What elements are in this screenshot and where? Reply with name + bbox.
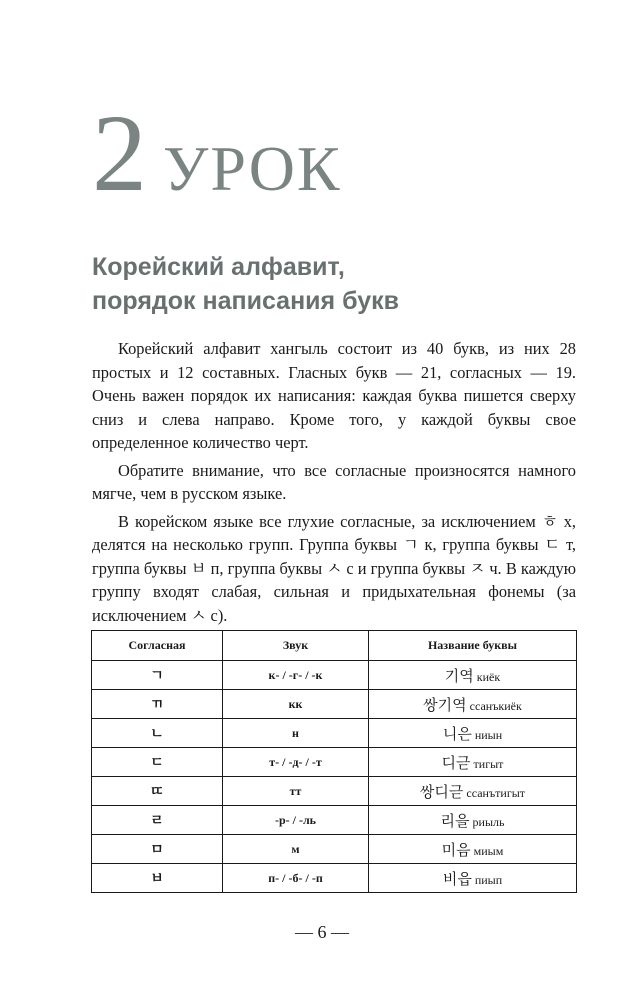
table-row — [92, 719, 577, 748]
letter-name-russian: ссанътигыт — [466, 785, 526, 800]
paragraph: Корейский алфавит хангыль состоит из 40 букв, из них 28 простых и 12 составных. Гласных букв — 21, согласных — 19. Очень важен порядок их написания: каждая буква пишется сверху сниз и слева направо. Кроме того, у каждой буквы свое определенное количество черт. — [92, 339, 576, 452]
page-number: — 6 — — [295, 922, 349, 942]
sound-cell: кк — [223, 690, 369, 719]
consonant-cell: ㄱ — [92, 661, 223, 690]
consonant-cell: ㅂ — [92, 864, 223, 893]
consonant-cell: ㄹ — [92, 806, 223, 835]
table-row — [92, 835, 577, 864]
letter-name-russian: ниын — [474, 727, 503, 742]
letter-name-cell — [369, 719, 577, 748]
paragraph: Обратите внимание, что все согласные произносятся намного мягче, чем в русском языке. — [92, 460, 576, 503]
table-row — [92, 864, 577, 893]
column-header-sound: Звук — [223, 631, 369, 661]
lesson-word: УРОК — [163, 133, 342, 204]
section-heading — [92, 250, 399, 318]
letter-name-russian: ссанъкиёк — [469, 698, 522, 713]
letter-name-korean: 기역 — [444, 666, 474, 685]
sound-cell: -р- / -ль — [223, 806, 369, 835]
letter-name-korean: 비읍 — [442, 869, 472, 888]
letter-name-cell — [369, 864, 577, 893]
letter-name-korean: 디귿 — [441, 753, 471, 772]
lesson-title — [92, 92, 342, 214]
heading-line-1: Корейский алфавит, — [92, 253, 345, 281]
letter-name-cell — [369, 661, 577, 690]
letter-name-cell — [369, 806, 577, 835]
consonant-cell: ㄲ — [92, 690, 223, 719]
letter-name-korean: 리을 — [440, 811, 470, 830]
sound-cell: н — [223, 719, 369, 748]
letter-name-russian: пиып — [474, 872, 503, 887]
sound-cell: к- / -г- / -к — [223, 661, 369, 690]
letter-name-cell — [369, 748, 577, 777]
letter-name-korean: 쌍기역 — [423, 695, 467, 714]
letter-name-korean: 미음 — [441, 840, 471, 859]
letter-name-russian: киёк — [476, 669, 501, 684]
sound-cell: м — [223, 835, 369, 864]
consonant-table — [91, 630, 577, 893]
column-header-consonant: Согласная — [92, 631, 223, 661]
letter-name-korean: 쌍디귿 — [419, 782, 464, 801]
consonant-cell: ㄷ — [92, 748, 223, 777]
letter-name-russian: тигыт — [473, 756, 504, 771]
column-header-letter-name: Название буквы — [369, 631, 577, 661]
table-row — [92, 748, 577, 777]
sound-cell: т- / -д- / -т — [223, 748, 369, 777]
sound-cell: п- / -б- / -п — [223, 864, 369, 893]
consonant-cell: ㄴ — [92, 719, 223, 748]
letter-name-cell — [369, 690, 577, 719]
body-text — [92, 337, 576, 631]
paragraph: В корейском языке все глухие согласные, за исключением ㅎ х, делятся на несколько групп. Группа буквы ㄱ к, группа буквы ㄷ т, группа буквы ㅂ п, группа буквы ㅅ с и группа буквы ㅈ ч. В каждую группу входят слабая, сильная и придыхательная фонемы (за исключением ㅅ с). — [92, 511, 576, 625]
consonant-cell: ㅁ — [92, 835, 223, 864]
table-header-row — [92, 631, 577, 661]
table-row — [92, 777, 577, 806]
letter-name-russian: риыль — [472, 814, 505, 829]
table-row — [92, 806, 577, 835]
lesson-number: 2 — [92, 92, 147, 214]
letter-name-cell — [369, 777, 577, 806]
table-row — [92, 661, 577, 690]
sound-cell: тт — [223, 777, 369, 806]
letter-name-korean: 니은 — [442, 724, 472, 743]
consonant-cell: ㄸ — [92, 777, 223, 806]
heading-line-2: порядок написания букв — [92, 287, 399, 315]
letter-name-russian: миым — [473, 843, 504, 858]
table-row — [92, 690, 577, 719]
letter-name-cell — [369, 835, 577, 864]
